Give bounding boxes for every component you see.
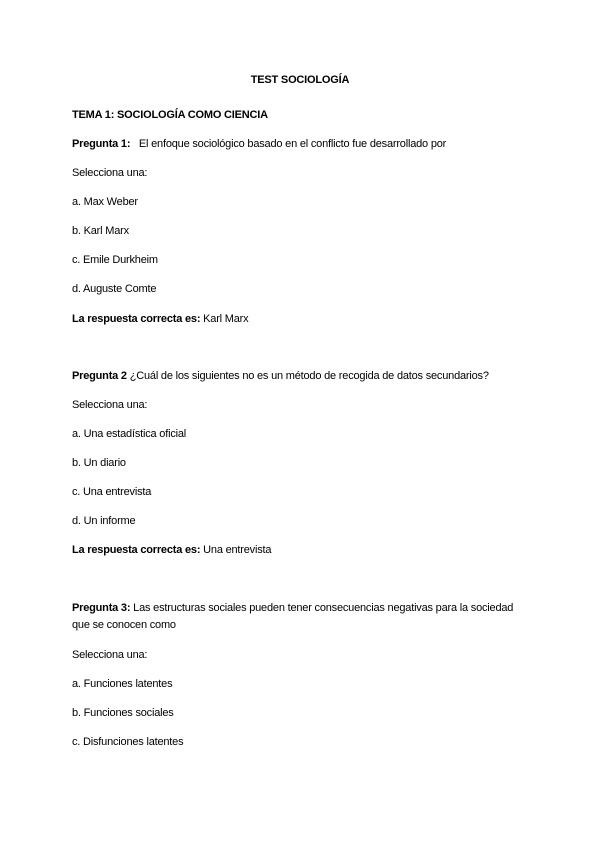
question-1-option-b: b. Karl Marx	[72, 225, 129, 237]
answer-label: La respuesta correcta es:	[72, 313, 201, 325]
answer-label: La respuesta correcta es:	[72, 544, 201, 556]
question-3-option-c: c. Disfunciones latentes	[72, 736, 184, 748]
answer-value: Una entrevista	[203, 544, 272, 556]
question-2-text: ¿Cuál de los siguientes no es un método de recogida de datos secundarios?	[129, 370, 489, 382]
question-1-text: El enfoque sociológico basado en el conflicto fue desarrollado por	[138, 138, 447, 150]
question-2-option-b: b. Un diario	[72, 457, 126, 469]
question-3-option-a: a. Funciones latentes	[72, 678, 173, 690]
select-instruction: Selecciona una:	[72, 399, 148, 411]
question-2-option-a: a. Una estadística oficial	[72, 428, 187, 440]
question-1-option-d: d. Auguste Comte	[72, 283, 157, 295]
question-3-text-line1: Las estructuras sociales pueden tener consecuencias negativas para la sociedad	[133, 602, 514, 614]
question-1-label: Pregunta 1:	[72, 138, 131, 150]
question-3	[72, 601, 513, 615]
question-2-option-c: c. Una entrevista	[72, 486, 152, 498]
topic-heading: TEMA 1: SOCIOLOGÍA COMO CIENCIA	[72, 109, 268, 121]
question-3-text-line2: que se conocen como	[72, 619, 176, 631]
answer-value: Karl Marx	[203, 313, 249, 325]
document-title: TEST SOCIOLOGÍA	[250, 74, 350, 86]
question-2-answer	[72, 543, 271, 557]
question-1-answer	[72, 312, 248, 326]
question-2-option-d: d. Un informe	[72, 515, 136, 527]
question-2-label: Pregunta 2	[72, 370, 127, 382]
question-1	[72, 137, 446, 151]
select-instruction: Selecciona una:	[72, 649, 148, 661]
question-3-option-b: b. Funciones sociales	[72, 707, 174, 719]
question-3-label: Pregunta 3:	[72, 602, 131, 614]
question-1-option-a: a. Max Weber	[72, 196, 138, 208]
select-instruction: Selecciona una:	[72, 167, 148, 179]
question-2	[72, 369, 489, 383]
question-1-option-c: c. Emile Durkheim	[72, 254, 158, 266]
